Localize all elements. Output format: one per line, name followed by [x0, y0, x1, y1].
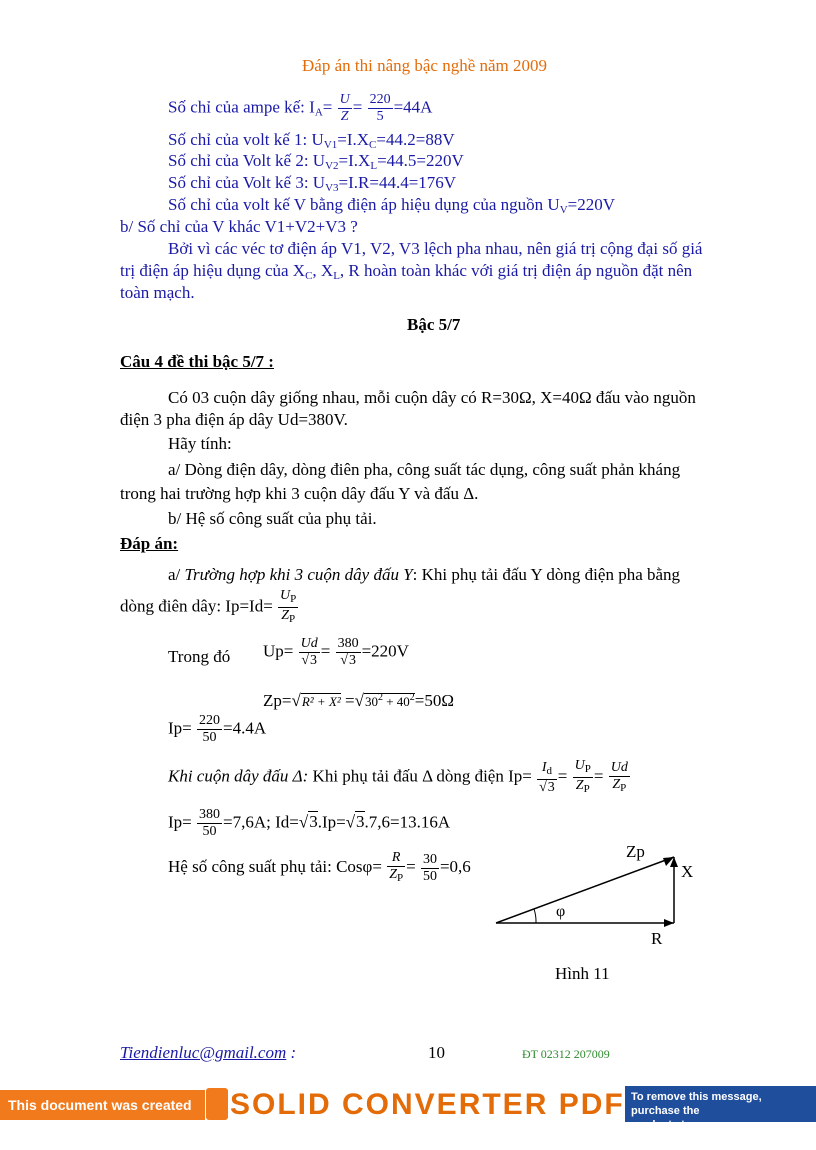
answer-a-line: a/ Trường hợp khi 3 cuộn dây đấu Y: Khi phụ tải đấu Y dòng điện pha bằng [168, 565, 681, 584]
trong-do-label: Trong đó [168, 647, 231, 666]
up-formula: Up= $\frac{Ud}{√3}$ = $\frac{380}{√3}$ =220V [263, 636, 409, 668]
answer-title: Đáp án: [120, 534, 179, 553]
delta-line: Khi cuộn dây đấu Δ: Khi phụ tải đấu Δ dòng điện Ip= $\frac{I_d}{√3}$ = $\frac{U_P}{Z_P}$ = $\frac{Ud}{Z_P}$ [168, 758, 628, 795]
banner-left-text: This document was created using [0, 1090, 205, 1120]
zp-vector [496, 857, 674, 923]
zp-label: Zp [626, 842, 645, 861]
phi-arc [534, 909, 536, 923]
ip-formula: Ip= $\frac{220}{50}$ =4.4A [168, 713, 267, 745]
ip-id-line: dòng điên dây: Ip=Id= $\frac{U_P}{Z_P}$ [120, 588, 297, 625]
page-number: 10 [428, 1043, 445, 1062]
question-line-2: điện 3 pha điện áp dây Ud=380V. [120, 410, 348, 429]
fraction-up-zp: $\frac{U_P}{Z_P}$ [280, 588, 297, 625]
volt1-line: Số chỉ của volt kế 1: $U_{V1}=I.X_C=44.2=88V$ [168, 130, 455, 151]
x-label: X [681, 862, 694, 881]
volt2-line: Số chỉ của Volt kế 2: $U_{V2}=I.X_L=44.5=220V$ [168, 151, 464, 172]
footer-email-link[interactable]: Tiendienluc@gmail.com [120, 1043, 287, 1062]
ip-delta-formula: Ip= $\frac{380}{50}$ =7,6A; Id=√3.Ip=√3.7,6=13.16A [168, 807, 451, 839]
question-line-5: trong hai trường hợp khi 3 cuộn dây đấu Y và đấu Δ. [120, 484, 479, 503]
section-title: Bậc 5/7 [407, 315, 461, 334]
fraction-u-z: $\frac{U}{Z}$ [339, 92, 350, 124]
volt3-line: Số chỉ của Volt kế 3: $U_{V3}=I.R=44.4=176V$ [168, 173, 457, 194]
explain-line-1: Bởi vì các véc tơ điện áp V1, V2, V3 lệch pha nhau, nên giá trị cộng đại số giá [168, 239, 703, 258]
phi-label: φ [556, 903, 566, 920]
voltv-line: Số chỉ của volt kế V bằng điện áp hiệu dụng của nguồn $U_V=220V$ [168, 195, 616, 216]
question-line-3: Hãy tính: [168, 434, 232, 453]
r-arrowhead [664, 919, 674, 927]
page-header: Đáp án thi nâng bậc nghề năm 2009 [302, 56, 548, 75]
question-title: Câu 4 đề thi bậc 5/7 : [120, 352, 274, 371]
zp-formula: $Zp=√R^2 + X^2 =√30^2 + 40^2=50\Omega$ [263, 691, 455, 710]
impedance-triangle-diagram [488, 835, 708, 955]
footer-phone: ĐT 02312 207009 [522, 1047, 610, 1061]
solid-logo-icon [206, 1088, 228, 1120]
r-label: R [651, 929, 663, 948]
fraction-220-5: $\frac{220}{5}$ [369, 92, 391, 124]
banner-right-text[interactable]: To remove this message, purchase the product at www.SolidDocuments.com [625, 1086, 816, 1122]
footer-email-row: Tiendienluc@gmail.com : [120, 1043, 297, 1062]
cos-formula: Hệ số công suất phụ tải: Cosφ= $\frac{R}{Z_P}$ = $\frac{30}{50}$ =0,6 [168, 850, 471, 884]
explain-line-3: toàn mạch. [120, 283, 195, 302]
question-line-6: b/ Hệ số công suất của phụ tải. [168, 509, 377, 528]
ampe-line: Số chỉ của ampe kế: $I_A=$ $\frac{U}{Z}$ = $\frac{220}{5}$ =44A [168, 92, 433, 124]
question-line-1: Có 03 cuộn dây giống nhau, mỗi cuộn dây có R=30Ω, X=40Ω đấu vào nguồn [168, 388, 696, 407]
banner-logo: SOLID CONVERTER PDF [230, 1088, 625, 1121]
explain-line-2: trị điện áp hiệu dụng của $X_C$, $X_L$, R hoàn toàn khác với giá trị điện áp nguồn đặt nên [120, 261, 693, 282]
figure-caption: Hình 11 [555, 964, 610, 983]
b-line: b/ Số chỉ của V khác V1+V2+V3 ? [120, 217, 358, 236]
question-line-4: a/ Dòng điện dây, dòng điên pha, công suất tác dụng, công suất phản kháng [168, 460, 681, 479]
